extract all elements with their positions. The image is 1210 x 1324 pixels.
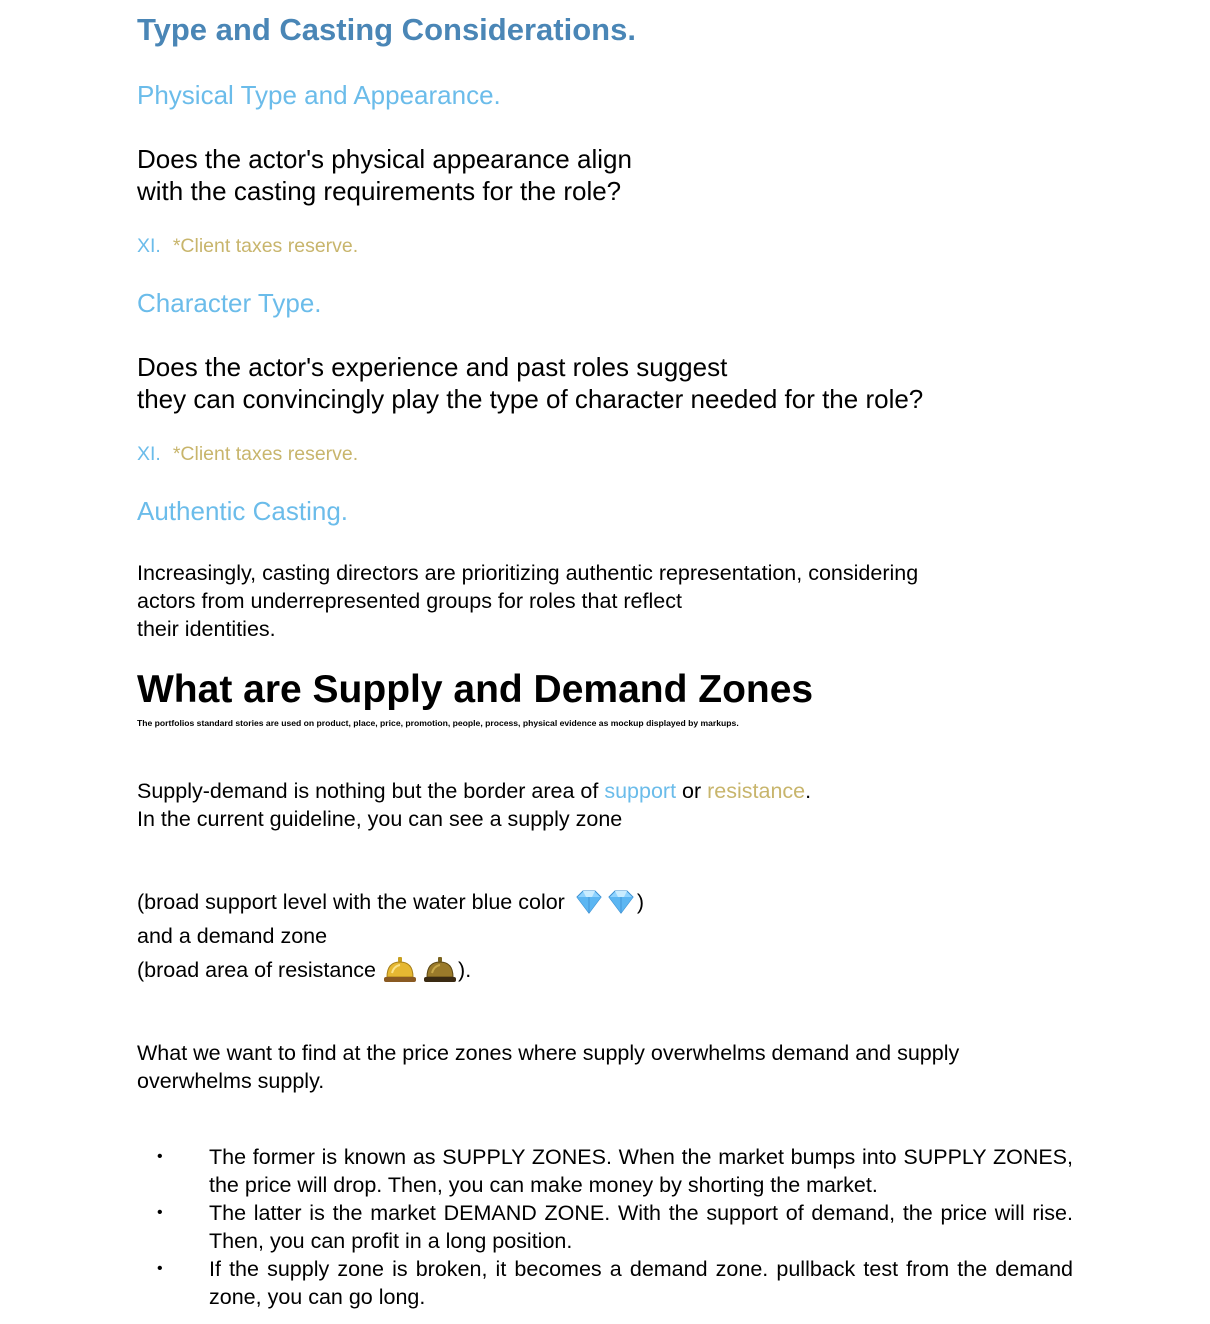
gem-icon (605, 888, 637, 916)
zones-intro-line2: In the current guideline, you can see a supply zone (137, 807, 623, 831)
and-demand-line: and a demand zone (137, 924, 328, 948)
character-type-heading: Character Type. (137, 288, 322, 318)
authentic-paragraph (137, 559, 918, 643)
physical-question-line1: Does the actor's physical appearance align (137, 144, 632, 174)
physical-question-line2: with the casting requirements for the role? (137, 176, 622, 206)
zones-intro (137, 777, 811, 833)
physical-note (137, 235, 358, 258)
authentic-line1: Increasingly, casting directors are prioritizing authentic representation, considering (137, 561, 919, 585)
find-line1: What we want to find at the price zones where supply overwhelms demand and supply (137, 1041, 960, 1065)
note-text: *Client taxes reserve. (172, 443, 359, 465)
find-line2: overwhelms supply. (137, 1069, 325, 1093)
resistance-word: resistance (707, 779, 806, 803)
support-line-text: (broad support level with the water blue color (137, 890, 565, 914)
support-word: support (604, 779, 677, 803)
note-label: XI. (137, 443, 161, 465)
intro-period: . (805, 779, 812, 803)
character-note (137, 443, 358, 466)
list-item-text: If the supply zone is broken, it becomes a demand zone. pullback test from the demand zone, you can go long. (209, 1257, 1073, 1309)
list-item (137, 1255, 1073, 1311)
zones-bullet-list (137, 1143, 1077, 1311)
list-item-text: The latter is the market DEMAND ZONE. With the support of demand, the price will rise. Then, you can profit in a long position. (209, 1201, 1073, 1253)
list-item (137, 1199, 1073, 1255)
zones-intro-line1 (137, 777, 811, 805)
bell-icon (382, 955, 418, 985)
character-question-line2: they can convincingly play the type of character needed for the role? (137, 384, 924, 414)
authentic-line3: their identities. (137, 617, 276, 641)
zones-caption: The portfolios standard stories are used on product, place, price, promotion, people, process, physical evidence as mockup displayed by markups. (137, 718, 739, 728)
character-question (137, 351, 923, 415)
list-item (137, 1143, 1073, 1199)
support-line-close: ) (636, 890, 645, 914)
authentic-casting-heading: Authentic Casting. (137, 496, 349, 526)
bell-icon (422, 955, 458, 985)
list-item-text: The former is known as SUPPLY ZONES. When the market bumps into SUPPLY ZONES, the price will drop. Then, you can make money by shorting the market. (209, 1145, 1073, 1197)
physical-type-heading: Physical Type and Appearance. (137, 80, 501, 110)
bullet-icon: • (157, 1204, 163, 1221)
intro-or: or (676, 779, 708, 803)
gem-icon (573, 888, 605, 916)
resistance-line-close: ). (458, 958, 472, 982)
intro-text: Supply-demand is nothing but the border area of (137, 779, 605, 803)
find-paragraph (137, 1039, 959, 1095)
section-title: Type and Casting Considerations. (137, 12, 636, 47)
authentic-line2: actors from underrepresented groups for roles that reflect (137, 589, 682, 613)
resistance-line-text: (broad area of resistance (137, 958, 377, 982)
note-text: *Client taxes reserve. (172, 235, 359, 257)
resistance-line (137, 955, 471, 985)
note-label: XI. (137, 235, 161, 257)
character-question-line1: Does the actor's experience and past roles suggest (137, 352, 728, 382)
zones-title: What are Supply and Demand Zones (137, 668, 814, 711)
support-level-line (137, 888, 644, 916)
bullet-icon: • (157, 1148, 163, 1165)
bullet-icon: • (157, 1260, 163, 1277)
physical-question (137, 143, 632, 207)
